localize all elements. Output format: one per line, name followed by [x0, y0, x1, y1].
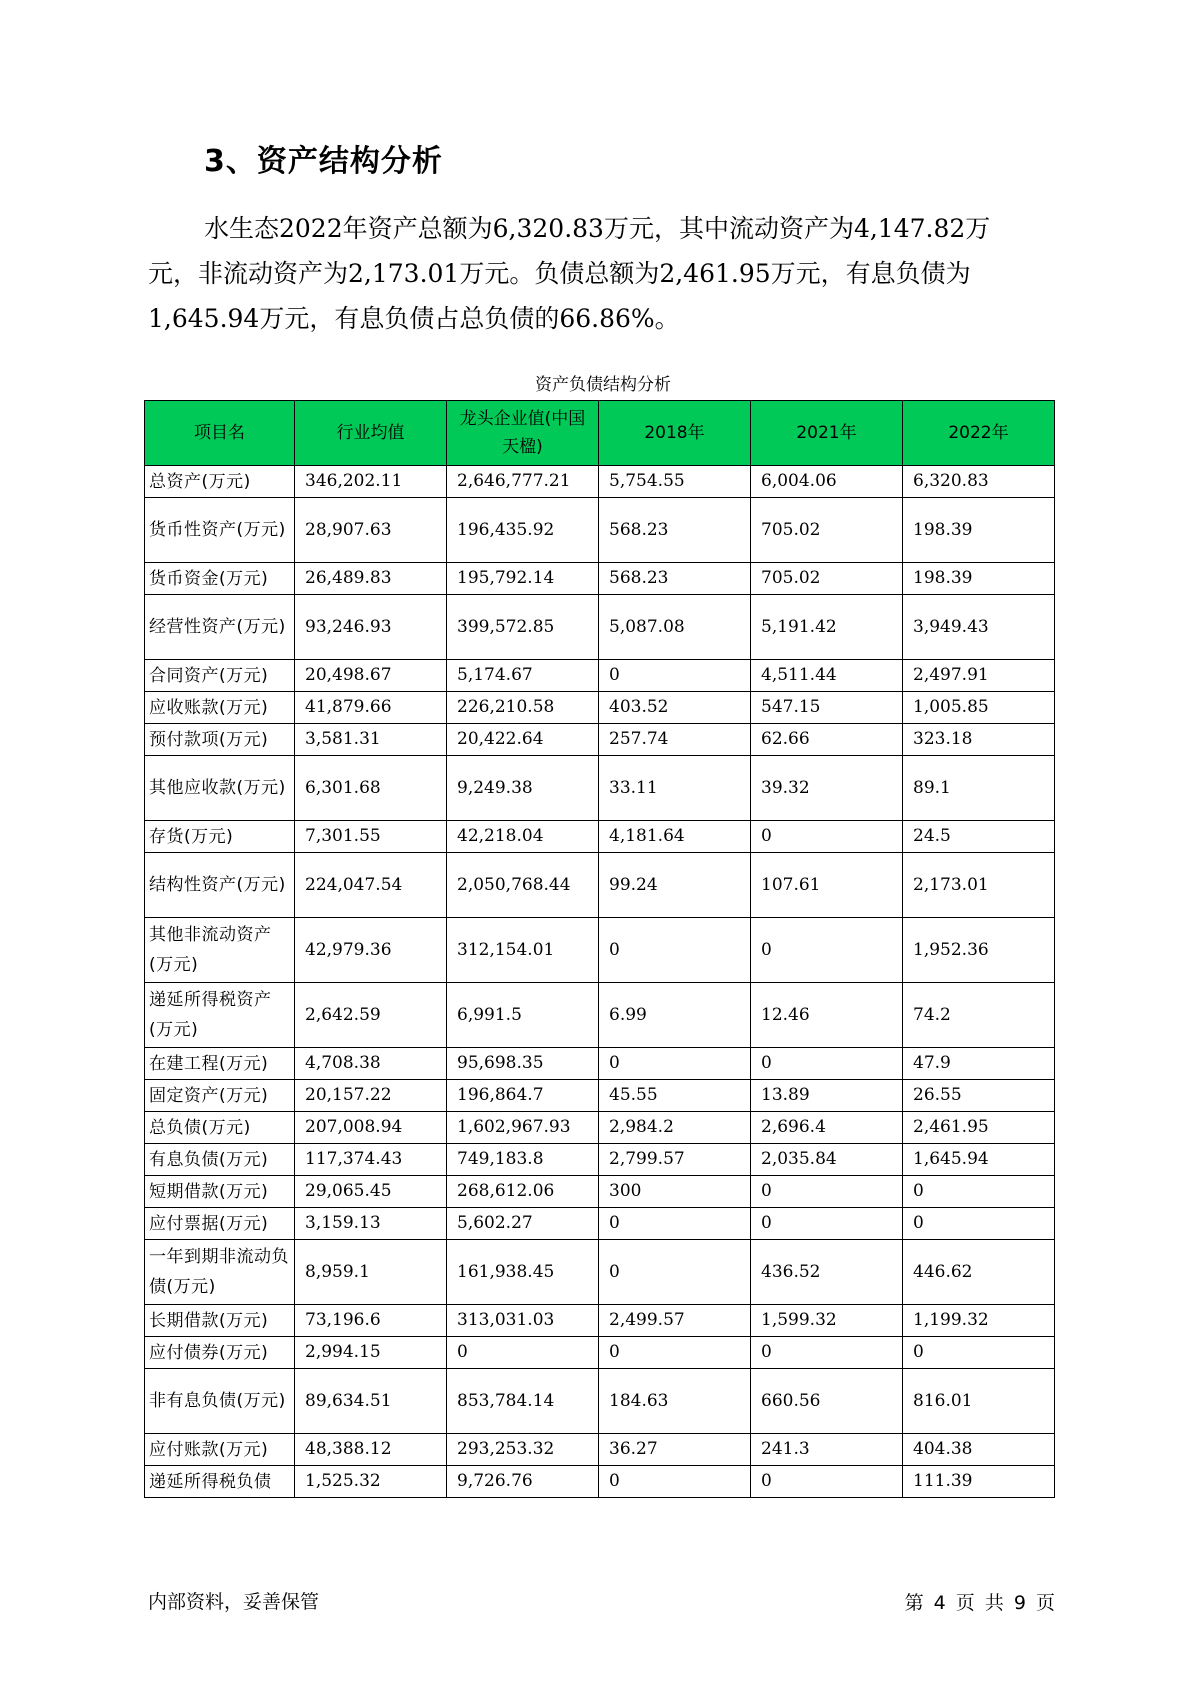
- row-value-cell: 2,497.91: [903, 660, 1055, 692]
- row-value-cell: 547.15: [751, 692, 903, 724]
- header-item-name: 项目名: [145, 401, 295, 466]
- row-value-cell: 73,196.6: [295, 1305, 447, 1337]
- row-item-name: 递延所得税资产(万元): [145, 983, 295, 1048]
- row-value-cell: 0: [599, 1208, 751, 1240]
- row-value-cell: 1,525.32: [295, 1466, 447, 1498]
- row-value-cell: 312,154.01: [447, 918, 599, 983]
- row-value-cell: 2,035.84: [751, 1144, 903, 1176]
- table-row: [145, 1176, 1055, 1208]
- row-value-cell: 20,157.22: [295, 1080, 447, 1112]
- row-value-cell: 3,581.31: [295, 724, 447, 756]
- row-value-cell: 403.52: [599, 692, 751, 724]
- row-value-cell: 705.02: [751, 563, 903, 595]
- table-row: [145, 692, 1055, 724]
- row-value-cell: 300: [599, 1176, 751, 1208]
- row-value-cell: 0: [599, 1048, 751, 1080]
- row-value-cell: 313,031.03: [447, 1305, 599, 1337]
- row-value-cell: 5,602.27: [447, 1208, 599, 1240]
- row-value-cell: 198.39: [903, 498, 1055, 563]
- row-value-cell: 568.23: [599, 563, 751, 595]
- row-value-cell: 161,938.45: [447, 1240, 599, 1305]
- row-value-cell: 196,864.7: [447, 1080, 599, 1112]
- row-value-cell: 3,159.13: [295, 1208, 447, 1240]
- row-item-name: 有息负债(万元): [145, 1144, 295, 1176]
- row-value-cell: 2,461.95: [903, 1112, 1055, 1144]
- row-value-cell: 12.46: [751, 983, 903, 1048]
- row-value-cell: 24.5: [903, 821, 1055, 853]
- row-item-name: 应付账款(万元): [145, 1434, 295, 1466]
- row-value-cell: 0: [599, 1466, 751, 1498]
- section-heading: 3、资产结构分析: [204, 144, 443, 179]
- row-value-cell: 99.24: [599, 853, 751, 918]
- table-row: [145, 498, 1055, 563]
- row-value-cell: 95,698.35: [447, 1048, 599, 1080]
- row-item-name: 非有息负债(万元): [145, 1369, 295, 1434]
- row-value-cell: 0: [751, 1466, 903, 1498]
- row-item-name: 其他应收款(万元): [145, 756, 295, 821]
- row-item-name: 递延所得税负债: [145, 1466, 295, 1498]
- row-value-cell: 28,907.63: [295, 498, 447, 563]
- row-value-cell: 0: [903, 1337, 1055, 1369]
- row-value-cell: 268,612.06: [447, 1176, 599, 1208]
- row-value-cell: 0: [599, 660, 751, 692]
- row-item-name: 应收账款(万元): [145, 692, 295, 724]
- row-value-cell: 0: [599, 918, 751, 983]
- table-row: [145, 1240, 1055, 1305]
- row-value-cell: 0: [751, 918, 903, 983]
- table-row: [145, 595, 1055, 660]
- row-value-cell: 1,645.94: [903, 1144, 1055, 1176]
- header-industry-avg: 行业均值: [295, 401, 447, 466]
- row-value-cell: 0: [903, 1208, 1055, 1240]
- row-value-cell: 5,754.55: [599, 466, 751, 498]
- row-value-cell: 26,489.83: [295, 563, 447, 595]
- row-item-name: 结构性资产(万元): [145, 853, 295, 918]
- row-value-cell: 8,959.1: [295, 1240, 447, 1305]
- table-row: [145, 1369, 1055, 1434]
- row-value-cell: 568.23: [599, 498, 751, 563]
- row-item-name: 预付款项(万元): [145, 724, 295, 756]
- table-header-row: [145, 401, 1055, 466]
- table-row: [145, 1337, 1055, 1369]
- row-value-cell: 196,435.92: [447, 498, 599, 563]
- row-value-cell: 446.62: [903, 1240, 1055, 1305]
- row-value-cell: 195,792.14: [447, 563, 599, 595]
- row-value-cell: 48,388.12: [295, 1434, 447, 1466]
- row-value-cell: 1,952.36: [903, 918, 1055, 983]
- row-value-cell: 346,202.11: [295, 466, 447, 498]
- table-row: [145, 563, 1055, 595]
- row-value-cell: 705.02: [751, 498, 903, 563]
- row-value-cell: 0: [447, 1337, 599, 1369]
- row-value-cell: 5,191.42: [751, 595, 903, 660]
- row-value-cell: 0: [751, 821, 903, 853]
- row-value-cell: 404.38: [903, 1434, 1055, 1466]
- row-value-cell: 62.66: [751, 724, 903, 756]
- row-value-cell: 26.55: [903, 1080, 1055, 1112]
- row-value-cell: 207,008.94: [295, 1112, 447, 1144]
- paragraph-line-3: 1,645.94万元，有息负债占总负债的66.86%。: [148, 304, 680, 333]
- row-value-cell: 0: [599, 1337, 751, 1369]
- row-value-cell: 1,602,967.93: [447, 1112, 599, 1144]
- row-value-cell: 2,799.57: [599, 1144, 751, 1176]
- row-value-cell: 853,784.14: [447, 1369, 599, 1434]
- row-value-cell: 224,047.54: [295, 853, 447, 918]
- table-row: [145, 756, 1055, 821]
- row-value-cell: 2,173.01: [903, 853, 1055, 918]
- row-value-cell: 184.63: [599, 1369, 751, 1434]
- row-value-cell: 198.39: [903, 563, 1055, 595]
- row-value-cell: 1,199.32: [903, 1305, 1055, 1337]
- row-value-cell: 7,301.55: [295, 821, 447, 853]
- row-item-name: 合同资产(万元): [145, 660, 295, 692]
- row-value-cell: 4,181.64: [599, 821, 751, 853]
- row-value-cell: 226,210.58: [447, 692, 599, 724]
- row-value-cell: 33.11: [599, 756, 751, 821]
- header-2022: 2022年: [903, 401, 1055, 466]
- row-value-cell: 39.32: [751, 756, 903, 821]
- row-value-cell: 5,174.67: [447, 660, 599, 692]
- row-value-cell: 399,572.85: [447, 595, 599, 660]
- row-value-cell: 2,696.4: [751, 1112, 903, 1144]
- row-value-cell: 6,301.68: [295, 756, 447, 821]
- row-item-name: 应付票据(万元): [145, 1208, 295, 1240]
- header-2018: 2018年: [599, 401, 751, 466]
- row-value-cell: 74.2: [903, 983, 1055, 1048]
- row-value-cell: 257.74: [599, 724, 751, 756]
- row-value-cell: 0: [751, 1208, 903, 1240]
- row-value-cell: 111.39: [903, 1466, 1055, 1498]
- row-value-cell: 241.3: [751, 1434, 903, 1466]
- table-row: [145, 724, 1055, 756]
- row-value-cell: 89.1: [903, 756, 1055, 821]
- row-value-cell: 45.55: [599, 1080, 751, 1112]
- balance-structure-table: [144, 400, 1055, 1498]
- row-value-cell: 749,183.8: [447, 1144, 599, 1176]
- row-value-cell: 1,005.85: [903, 692, 1055, 724]
- row-value-cell: 20,422.64: [447, 724, 599, 756]
- row-value-cell: 3,949.43: [903, 595, 1055, 660]
- row-value-cell: 2,499.57: [599, 1305, 751, 1337]
- table-row: [145, 1466, 1055, 1498]
- row-value-cell: 42,979.36: [295, 918, 447, 983]
- row-value-cell: 5,087.08: [599, 595, 751, 660]
- row-value-cell: 93,246.93: [295, 595, 447, 660]
- row-value-cell: 2,646,777.21: [447, 466, 599, 498]
- row-value-cell: 13.89: [751, 1080, 903, 1112]
- paragraph-line-1: 水生态2022年资产总额为6,320.83万元，其中流动资产为4,147.82万: [204, 214, 991, 243]
- table-row: [145, 1112, 1055, 1144]
- row-value-cell: 0: [751, 1337, 903, 1369]
- summary-paragraph: [148, 206, 1048, 341]
- table-row: [145, 983, 1055, 1048]
- table-row: [145, 466, 1055, 498]
- row-item-name: 经营性资产(万元): [145, 595, 295, 660]
- paragraph-line-2: 元，非流动资产为2,173.01万元。负债总额为2,461.95万元，有息负债为: [148, 259, 971, 288]
- table-row: [145, 918, 1055, 983]
- table-row: [145, 1144, 1055, 1176]
- row-value-cell: 293,253.32: [447, 1434, 599, 1466]
- row-item-name: 一年到期非流动负债(万元): [145, 1240, 295, 1305]
- row-item-name: 应付债券(万元): [145, 1337, 295, 1369]
- row-item-name: 存货(万元): [145, 821, 295, 853]
- row-value-cell: 1,599.32: [751, 1305, 903, 1337]
- row-value-cell: 47.9: [903, 1048, 1055, 1080]
- page-number: 第 4 页 共 9 页: [904, 1592, 1055, 1614]
- table-row: [145, 1305, 1055, 1337]
- row-value-cell: 4,708.38: [295, 1048, 447, 1080]
- row-value-cell: 0: [751, 1048, 903, 1080]
- row-value-cell: 2,050,768.44: [447, 853, 599, 918]
- row-value-cell: 2,642.59: [295, 983, 447, 1048]
- row-value-cell: 6.99: [599, 983, 751, 1048]
- row-value-cell: 41,879.66: [295, 692, 447, 724]
- header-leader-value: 龙头企业值(中国天楹): [447, 401, 599, 466]
- row-item-name: 总负债(万元): [145, 1112, 295, 1144]
- table-row: [145, 1208, 1055, 1240]
- row-value-cell: 9,249.38: [447, 756, 599, 821]
- row-value-cell: 0: [751, 1176, 903, 1208]
- row-value-cell: 4,511.44: [751, 660, 903, 692]
- table-row: [145, 853, 1055, 918]
- row-value-cell: 0: [903, 1176, 1055, 1208]
- table-caption: 资产负债结构分析: [535, 375, 671, 395]
- row-item-name: 其他非流动资产(万元): [145, 918, 295, 983]
- row-value-cell: 323.18: [903, 724, 1055, 756]
- row-item-name: 固定资产(万元): [145, 1080, 295, 1112]
- row-value-cell: 36.27: [599, 1434, 751, 1466]
- row-value-cell: 9,726.76: [447, 1466, 599, 1498]
- row-item-name: 短期借款(万元): [145, 1176, 295, 1208]
- row-item-name: 长期借款(万元): [145, 1305, 295, 1337]
- row-value-cell: 89,634.51: [295, 1369, 447, 1434]
- row-value-cell: 0: [599, 1240, 751, 1305]
- row-value-cell: 117,374.43: [295, 1144, 447, 1176]
- table-row: [145, 1434, 1055, 1466]
- row-value-cell: 6,320.83: [903, 466, 1055, 498]
- row-value-cell: 6,004.06: [751, 466, 903, 498]
- header-2021: 2021年: [751, 401, 903, 466]
- row-value-cell: 107.61: [751, 853, 903, 918]
- table-row: [145, 1048, 1055, 1080]
- row-value-cell: 2,984.2: [599, 1112, 751, 1144]
- row-item-name: 总资产(万元): [145, 466, 295, 498]
- row-value-cell: 42,218.04: [447, 821, 599, 853]
- row-item-name: 货币性资产(万元): [145, 498, 295, 563]
- row-value-cell: 660.56: [751, 1369, 903, 1434]
- row-item-name: 货币资金(万元): [145, 563, 295, 595]
- table-row: [145, 821, 1055, 853]
- row-value-cell: 29,065.45: [295, 1176, 447, 1208]
- table-row: [145, 660, 1055, 692]
- row-value-cell: 20,498.67: [295, 660, 447, 692]
- confidential-note: 内部资料，妥善保管: [148, 1591, 320, 1613]
- row-value-cell: 2,994.15: [295, 1337, 447, 1369]
- row-item-name: 在建工程(万元): [145, 1048, 295, 1080]
- row-value-cell: 816.01: [903, 1369, 1055, 1434]
- row-value-cell: 6,991.5: [447, 983, 599, 1048]
- row-value-cell: 436.52: [751, 1240, 903, 1305]
- table-row: [145, 1080, 1055, 1112]
